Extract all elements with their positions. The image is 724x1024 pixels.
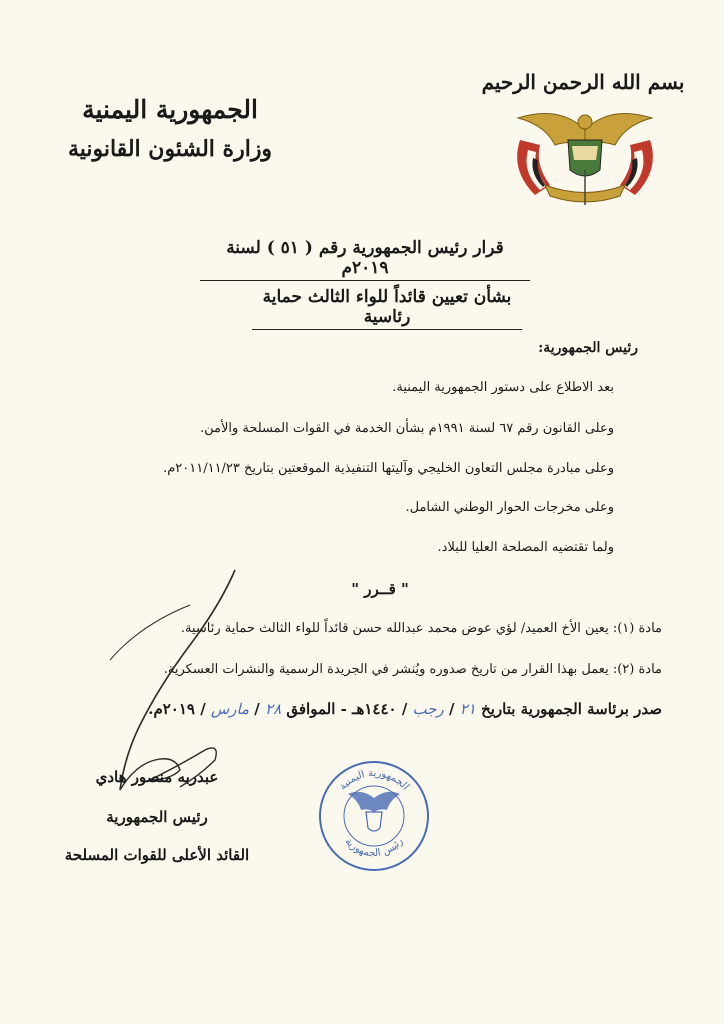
greg-year: / ٢٠١٩م. bbox=[148, 700, 206, 718]
basmala: بسم الله الرحمن الرحيم bbox=[481, 70, 685, 94]
signatory-role: القائد الأعلى للقوات المسلحة bbox=[64, 846, 250, 864]
decided-heading: " قــرر " bbox=[351, 580, 409, 598]
greg-day: ٢٨ bbox=[265, 700, 282, 718]
decree-subject: بشأن تعيين قائداً للواء الثالث حماية رئاسية bbox=[252, 287, 522, 330]
clause-law: وعلى القانون رقم ٦٧ لسنة ١٩٩١م بشأن الخدمة في القوات المسلحة والأمن. bbox=[199, 421, 614, 436]
eagle-emblem-icon bbox=[500, 100, 670, 210]
signature-block bbox=[62, 768, 252, 864]
clause-gcc-initiative: وعلى مبادرة مجلس التعاون الخليجي وآليتها التنفيذية الموقعتين بتاريخ ٢٠١١/١١/٢٣م. bbox=[163, 461, 614, 476]
clause-constitution: بعد الاطلاع على دستور الجمهورية اليمنية. bbox=[392, 380, 614, 395]
svg-text:رئيس الجمهورية bbox=[343, 836, 406, 859]
letterhead bbox=[60, 95, 280, 162]
hijri-month: رجب bbox=[412, 700, 444, 718]
ministry-name: وزارة الشئون القانونية bbox=[67, 136, 273, 162]
article-2: مادة (٢): يعمل بهذا القرار من تاريخ صدوره ويُنشر في الجريدة الرسمية والنشرات العسكرية. bbox=[163, 662, 662, 677]
issued-prefix: صدر برئاسة الجمهورية بتاريخ bbox=[481, 700, 662, 718]
svg-text:الجمهورية اليمنية bbox=[337, 768, 410, 793]
hijri-year: / ١٤٤٠هـ - الموافق bbox=[286, 700, 408, 718]
article-1: مادة (١): يعين الأخ العميد/ لؤي عوض محمد عبدالله حسن قائداً للواء الثالث حماية رئاسية. bbox=[180, 621, 662, 636]
stamp-bottom-text: رئيس الجمهورية bbox=[342, 836, 406, 860]
signatory-title: رئيس الجمهورية bbox=[106, 808, 208, 826]
hijri-day: ٢١ bbox=[459, 700, 476, 718]
stamp-top-text: الجمهورية اليمنية bbox=[337, 767, 411, 793]
greg-month: مارس bbox=[210, 700, 250, 718]
presidential-stamp-icon bbox=[316, 758, 432, 874]
issued-date-line: صدر برئاسة الجمهورية بتاريخ ٢١ / رجب / ١٤٤٠هـ - الموافق ٢٨ / مارس / ٢٠١٩م. bbox=[148, 700, 662, 718]
decree-title: قرار رئيس الجمهورية رقم ( ٥١ ) لسنة ٢٠١٩م bbox=[200, 238, 530, 281]
emblem-area bbox=[478, 70, 688, 220]
president-label: رئيس الجمهورية: bbox=[538, 340, 638, 356]
country-name: الجمهورية اليمنية bbox=[82, 95, 258, 124]
signatory-name: عبدربه منصور هادي bbox=[95, 768, 219, 786]
clause-national-interest: ولما تقتضيه المصلحة العليا للبلاد. bbox=[437, 540, 614, 555]
clause-national-dialogue: وعلى مخرجات الحوار الوطني الشامل. bbox=[405, 500, 614, 515]
